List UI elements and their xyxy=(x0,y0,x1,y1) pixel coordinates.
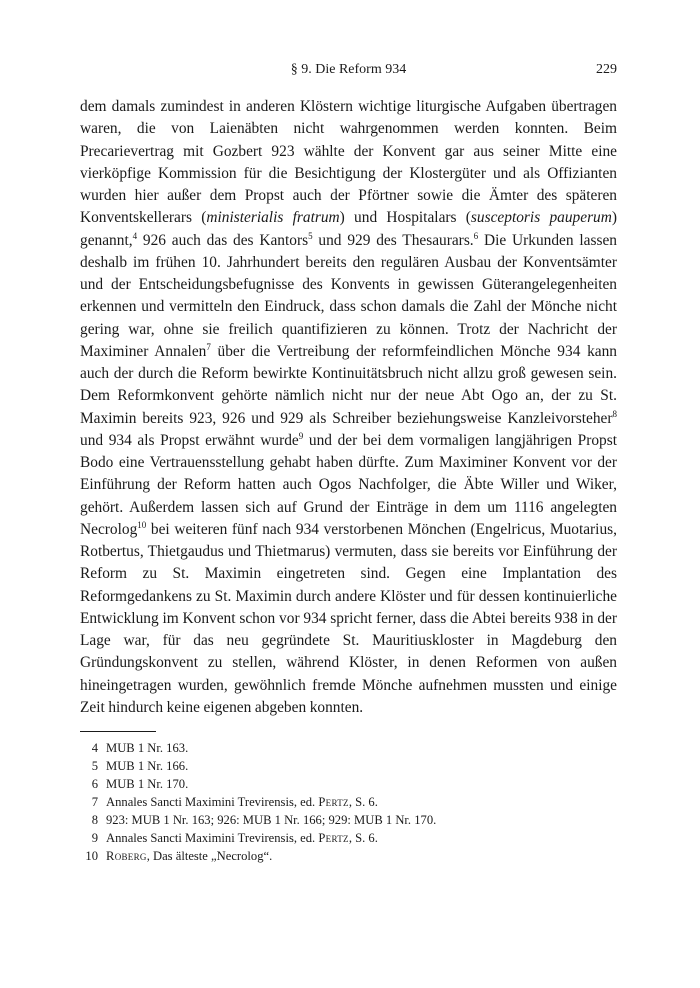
author-name: Roberg xyxy=(106,849,147,863)
footnote-text-run: , Das älteste „Necrolog“. xyxy=(146,849,273,863)
footnote-text: 923: MUB 1 Nr. 163; 926: MUB 1 Nr. 166; 929: MUB 1 Nr. 170. xyxy=(106,813,437,827)
footnote-item xyxy=(80,739,617,757)
text-run: ) und Hospitalars ( xyxy=(339,209,471,227)
running-title: § 9. Die Reform 934 xyxy=(290,62,407,77)
text-run: und 929 des Thesaurars. xyxy=(312,231,474,249)
footnote-ref: 8 xyxy=(612,408,617,419)
text-run: bei weiteren fünf nach 934 verstorbenen Mönchen (Engelricus, Muotarius, Rotbertus, Thietgaudus und Thietmarus) vermuten, dass sie bereits vor Einführung der Reform zu St. Maximin eingetreten sind. Gegen eine Implantation des Reformgedankens zu St. Maximin durch andere Klöster und für dessen kontinuierliche Entwicklung im Konvent schon vor 934 spricht ferner, dass die Abtei bereits 938 in der Lage war, für das neu gegründete St. Mauritiuskloster in Magdeburg den Gründungskonvent zu stellen, während Klöster, in denen Reformen von außen hineingetragen wurden, gewöhnlich fremde Mönche aufnehmen mussten und einige Zeit hindurch keine eigenen abgeben konnten. xyxy=(80,520,617,716)
footnote-number: 9 xyxy=(91,831,98,845)
text-run: ) genannt, xyxy=(80,209,618,249)
footnote-divider xyxy=(80,731,156,732)
footnote-ref: 5 xyxy=(308,230,313,241)
text-run: dem damals zumindest in anderen Klöstern wichtige liturgische Aufgaben übertragen waren, die von Laienäbten nicht wahrgenommen werden konnten. Beim Precarievertrag mit Gozbert 923 wählte der Konvent gar aus seiner Mitte eine vierköpfige Kommission für die Besichtigung der Klostergüter und als Offizianten wurden hier außer dem Propst auch der Pförtner sowie die Ämter des späteren Konventskellerars ( xyxy=(80,98,617,227)
footnote-item xyxy=(80,811,617,829)
text-run: und der bei dem vormaligen langjährigen Propst Bodo eine Vertrauensstellung gehabt haben dürfte. Zum Maximiner Konvent vor der Einführung der Reform hatten auch Ogos Nachfolger, die Äbte Willer und Wiker, gehört. Außerdem lassen sich auf Grund der Einträge in dem um 1116 angelegten Necrolog xyxy=(80,431,617,538)
footnote-item xyxy=(80,847,617,865)
page-number: 229 xyxy=(596,62,617,77)
text-run: und 934 als Propst erwähnt wurde xyxy=(80,431,299,449)
footnote-number: 7 xyxy=(91,795,98,809)
footnote-text xyxy=(106,793,378,811)
footnote-number: 8 xyxy=(91,813,98,827)
footnote-item xyxy=(80,775,617,793)
footnote-ref: 9 xyxy=(298,430,304,441)
footnote-item xyxy=(80,829,617,847)
footnote-text xyxy=(106,829,378,847)
footnote-ref: 10 xyxy=(137,519,147,530)
footnote-text-run: Annales Sancti Maximini Trevirensis, ed. xyxy=(106,795,319,809)
footnote-number: 6 xyxy=(91,777,98,791)
italic-term: susceptoris pauperum xyxy=(470,209,612,227)
footnote-text: MUB 1 Nr. 163. xyxy=(106,741,189,755)
footnote-text-run: , S. 6. xyxy=(348,795,378,809)
footnote-item xyxy=(80,757,617,775)
footnote-item xyxy=(80,793,617,811)
book-page xyxy=(80,0,617,988)
text-run: Die Urkunden lassen deshalb im frühen 10. Jahrhundert bereits den regulären Ausbau der Konventsämter und der Entscheidungsbefugnisse des Konvents in gewissen Güterangelegenheiten erkennen und vermitteln den Eindruck, dass schon damals die Zahl der Mönche nicht gering war, ohne sie freilich quantifizieren zu können. Trotz der Nachricht der Maximiner Annalen xyxy=(80,231,618,360)
body-text xyxy=(80,96,617,719)
footnotes xyxy=(80,739,617,865)
author-name: Pertz xyxy=(318,831,349,845)
footnote-text: MUB 1 Nr. 166. xyxy=(106,759,189,773)
running-header xyxy=(80,62,617,82)
author-name: Pertz xyxy=(318,795,349,809)
footnote-text xyxy=(106,847,272,865)
footnote-text: MUB 1 Nr. 170. xyxy=(106,777,189,791)
footnote-number: 5 xyxy=(91,759,98,773)
footnote-number: 10 xyxy=(85,849,98,863)
text-run: über die Vertreibung der reformfeindlichen Mönche 934 kann auch der durch die Reform bewirkte Kontinuitätsbruch nicht allzu groß gewesen sein. Dem Reformkonvent gehörte nämlich nicht nur der neue Abt Ogo an, der zu St. Maximin bereits 923, 926 und 929 als Schreiber beziehungsweise Kanzleivorsteher xyxy=(80,342,617,427)
footnote-ref: 7 xyxy=(206,341,211,352)
footnote-ref: 4 xyxy=(132,230,138,241)
footnote-ref: 6 xyxy=(473,230,479,241)
footnote-number: 4 xyxy=(91,741,98,755)
footnote-text-run: , S. 6. xyxy=(348,831,378,845)
italic-term: ministerialis fratrum xyxy=(206,209,340,227)
footnote-text-run: Annales Sancti Maximini Trevirensis, ed. xyxy=(106,831,319,845)
body-paragraph xyxy=(80,96,617,719)
text-run: 926 auch das des Kantors xyxy=(137,231,309,249)
